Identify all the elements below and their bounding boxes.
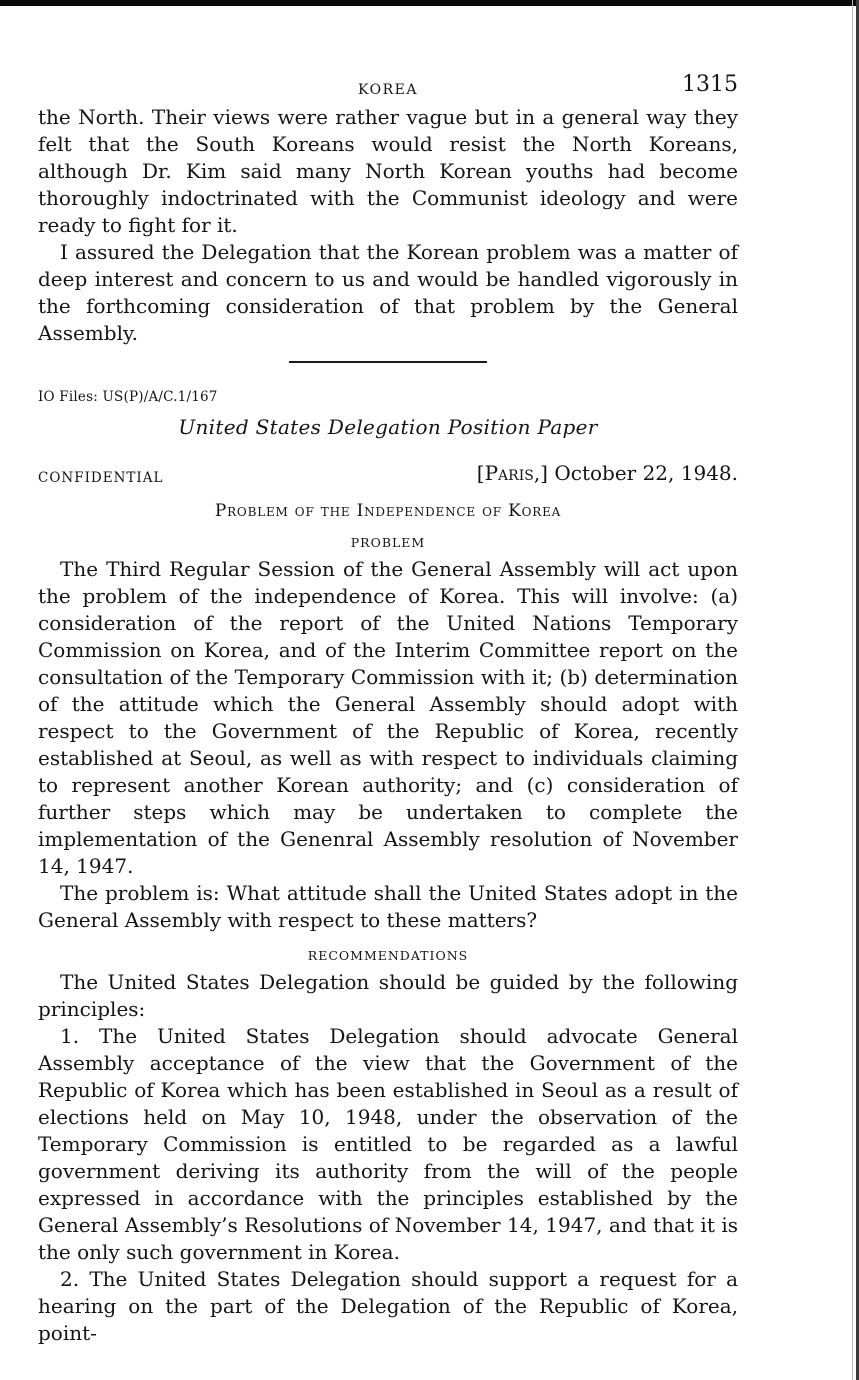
running-head [38, 70, 738, 104]
dateline [38, 461, 738, 489]
problem-heading: PROBLEM [350, 535, 426, 550]
classification-label: CONFIDENTIAL [38, 470, 164, 486]
page-right-edge-line [852, 0, 853, 1380]
running-head-title: KOREA [358, 82, 418, 98]
date-line [477, 461, 738, 485]
document-page [38, 70, 738, 1347]
recommendation-paragraph: 2. The United States Delegation should support a request for a hearing on the part of the Delegation of the Republic of Korea, point- [38, 1267, 738, 1345]
document-title: United States Delegation Position Paper [178, 415, 598, 439]
problem-paragraph: The problem is: What attitude shall the United States adopt in the General Assembly with respect to these matters? [38, 881, 738, 932]
section-divider [289, 361, 487, 363]
page-top-border [0, 0, 859, 6]
file-reference: IO Files: US(P)/A/C.1/167 [38, 389, 218, 405]
recommendation-paragraph: The United States Delegation should be guided by the following principles: [38, 970, 738, 1021]
page-number: 1315 [682, 72, 738, 97]
date-label: October 22, 1948. [554, 461, 738, 485]
place-label: [Paris,] [476, 461, 548, 485]
problem-paragraph: The Third Regular Session of the General Assembly will act upon the problem of the independence of Korea. This will involve: (a) consideration of the report of the United Nations Temporary Commission on Korea, and of the Interim Committee report on the consultation of the Temporary Commission with it; (b) determination of the attitude which the General Assembly should adopt with respect to the Government of the Republic of Korea, recently established at Seoul, as well as with respect to individuals claiming to represent another Korean authority; and (c) consideration of further steps which may be undertaken to complete the implementation of the Genenral Assembly resolution of November 14, 1947. [38, 557, 738, 878]
recommendations-heading: RECOMMENDATIONS [307, 948, 469, 963]
subject-heading: Problem of the Independence of Korea [214, 501, 562, 521]
carryover-paragraph: the North. Their views were rather vague but in a general way they felt that the South Koreans would resist the North Koreans, although Dr. Kim said many North Korean youths had become thoroughly indoctrinated with the Communist ideology and were ready to fight for it. [38, 105, 738, 237]
recommendation-paragraph: 1. The United States Delegation should advocate General Assembly acceptance of the view that the Government of the Republic of Korea which has been established in Seoul as a result of elections held on May 10, 1948, under the observation of the Temporary Commission is entitled to be regarded as a lawful government deriving its authority from the will of the people expressed in accordance with the principles established by the General Assembly’s Resolutions of November 14, 1947, and that it is the only such government in Korea. [38, 1024, 738, 1264]
assurance-paragraph: I assured the Delegation that the Korean problem was a matter of deep interest and concern to us and would be handled vigorously in the forthcoming consideration of that problem by the General Assembly. [38, 240, 738, 345]
